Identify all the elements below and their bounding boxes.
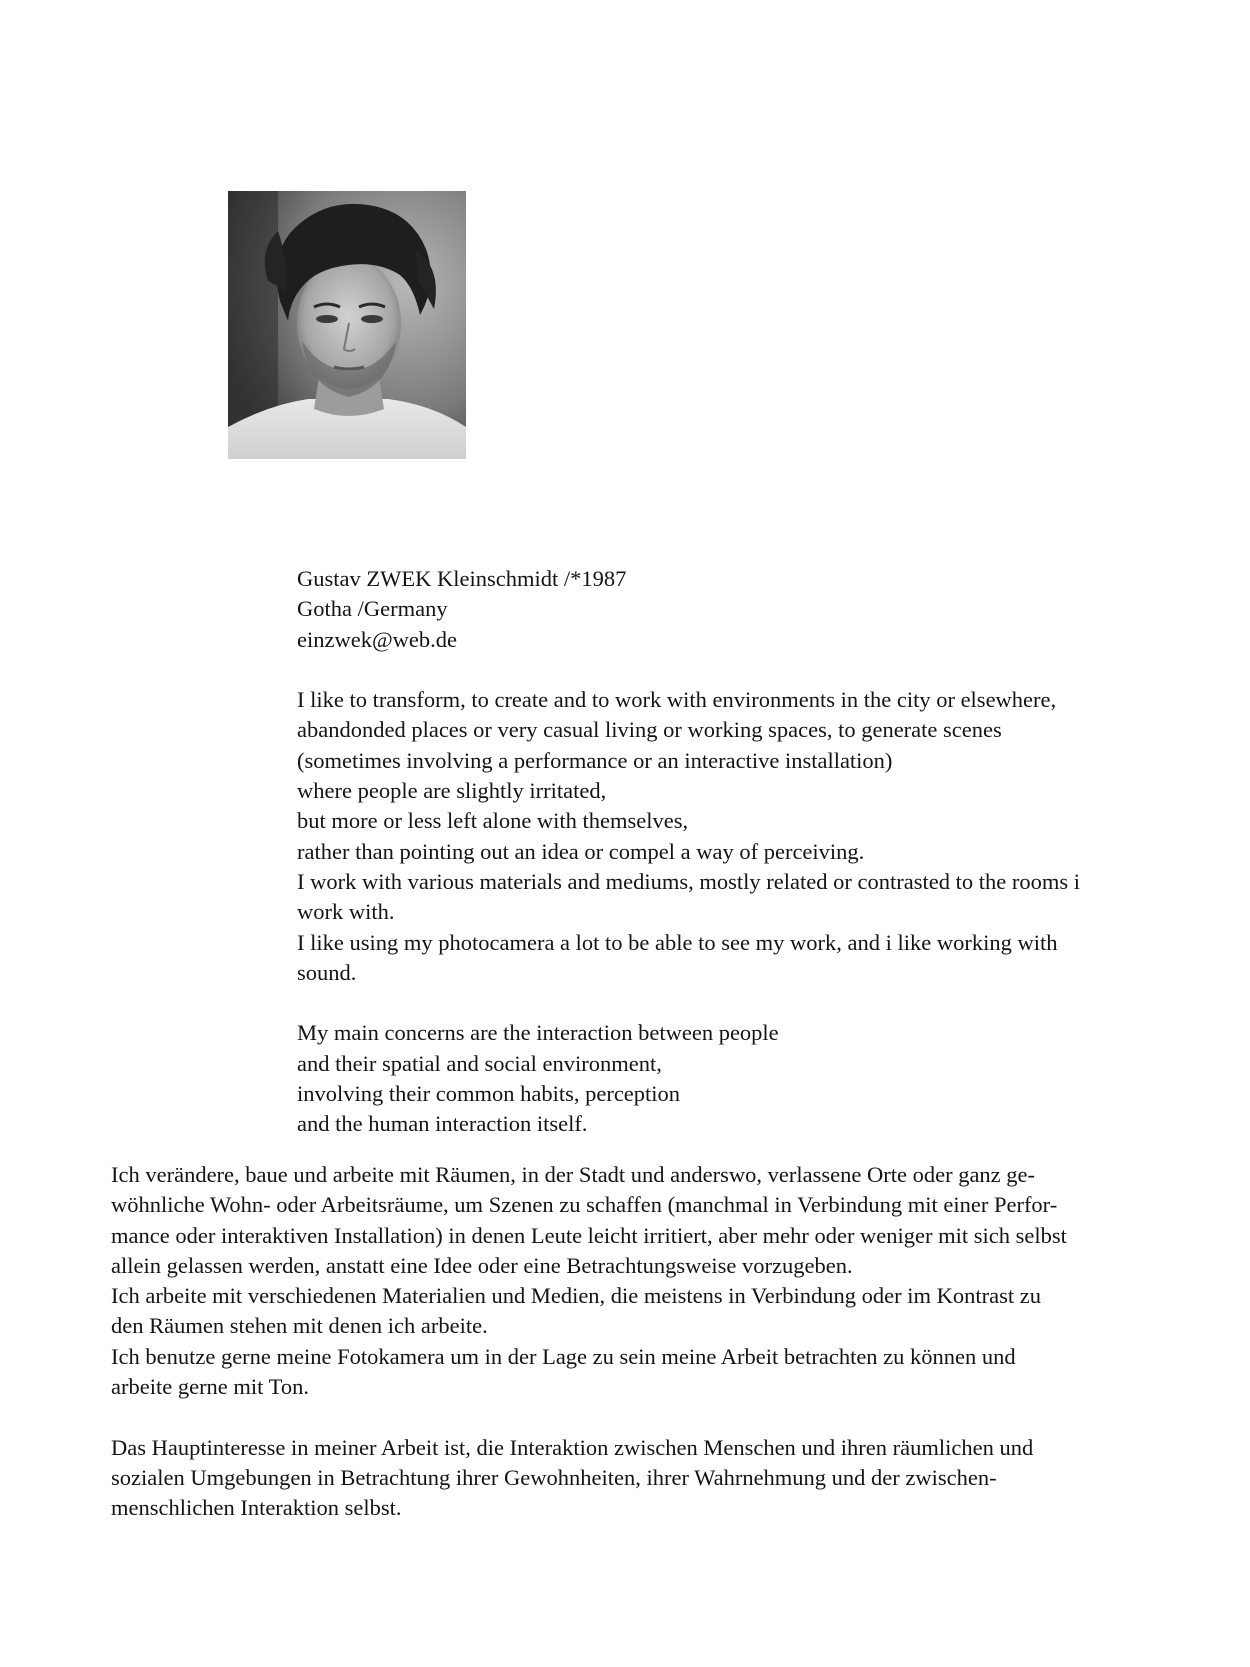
- text-line: Ich benutze gerne meine Fotokamera um in der Lage zu sein meine Arbeit betrachten zu können und: [111, 1343, 1016, 1369]
- text-line: menschlichen Interaktion selbst.: [111, 1495, 402, 1521]
- text-line: where people are slightly irritated,: [297, 778, 607, 804]
- portrait-photo: [228, 191, 466, 459]
- text-line: den Räumen stehen mit denen ich arbeite.: [111, 1313, 488, 1339]
- author-email: einzwek@web.de: [297, 626, 458, 652]
- text-line: (sometimes involving a performance or an interactive installation): [297, 747, 893, 773]
- text-line: Das Hauptinteresse in meiner Arbeit ist, die Interaktion zwischen Menschen und ihren räumlichen und: [111, 1434, 1034, 1460]
- author-name-line: Gustav ZWEK Kleinschmidt /*1987: [297, 566, 627, 591]
- text-line: but more or less left alone with themselves,: [297, 808, 689, 834]
- text-line: wöhnliche Wohn- oder Arbeitsräume, um Szenen zu schaffen (manchmal in Verbindung mit einer Perfor-: [111, 1192, 1058, 1218]
- text-line: arbeite gerne mit Ton.: [111, 1374, 309, 1400]
- text-line: I like to transform, to create and to work with environments in the city or elsewhere,: [297, 687, 1057, 713]
- author-location: Gotha /Germany: [297, 596, 448, 622]
- text-line: I like using my photocamera a lot to be able to see my work, and i like working with: [297, 929, 1058, 955]
- text-line: and their spatial and social environment,: [297, 1050, 662, 1076]
- english-paragraph-1: [297, 685, 1197, 988]
- german-paragraph-1: [111, 1160, 1201, 1402]
- text-line: sound.: [297, 959, 357, 985]
- english-bio: [297, 564, 1197, 1140]
- english-paragraph-2: [297, 1018, 1197, 1139]
- text-line: rather than pointing out an idea or compel a way of perceiving.: [297, 838, 865, 864]
- text-line: Ich verändere, baue und arbeite mit Räumen, in der Stadt und anderswo, verlassene Orte oder ganz ge-: [111, 1162, 1036, 1187]
- text-line: My main concerns are the interaction between people: [297, 1020, 779, 1046]
- text-line: work with.: [297, 899, 395, 925]
- text-line: and the human interaction itself.: [297, 1111, 588, 1137]
- text-line: I work with various materials and mediums, mostly related or contrasted to the rooms i: [297, 868, 1080, 894]
- text-line: abandonded places or very casual living or working spaces, to generate scenes: [297, 717, 1002, 743]
- text-line: allein gelassen werden, anstatt eine Idee oder eine Betrachtungsweise vorzugeben.: [111, 1252, 853, 1278]
- text-line: sozialen Umgebungen in Betrachtung ihrer Gewohnheiten, ihrer Wahrnehmung und der zwischen-: [111, 1464, 997, 1490]
- german-bio: [111, 1160, 1201, 1524]
- text-line: involving their common habits, perception: [297, 1081, 681, 1107]
- text-line: mance oder interaktiven Installation) in denen Leute leicht irritiert, aber mehr oder weniger mit sich selbst: [111, 1222, 1067, 1248]
- text-line: Ich arbeite mit verschiedenen Materialien und Medien, die meistens in Verbindung oder im Kontrast zu: [111, 1283, 1041, 1309]
- german-paragraph-2: [111, 1433, 1201, 1524]
